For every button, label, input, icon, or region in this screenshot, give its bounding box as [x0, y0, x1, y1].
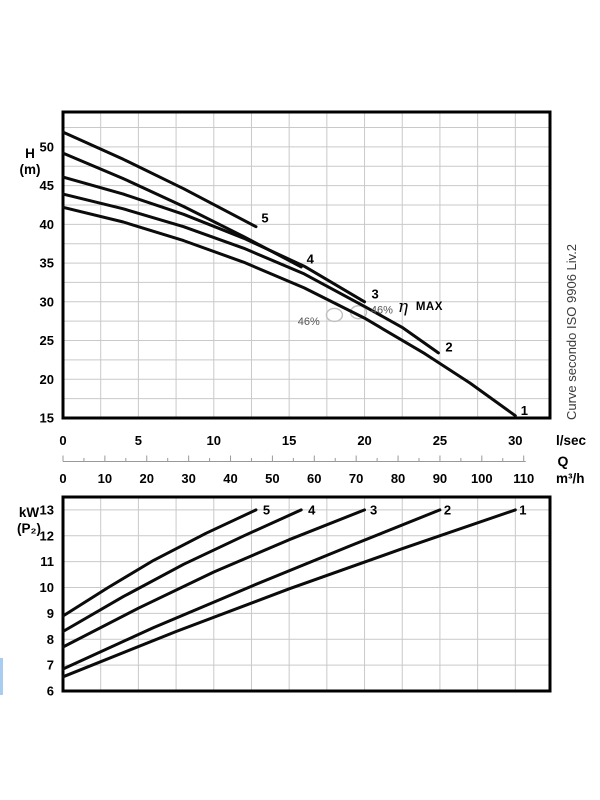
curve-label-3: 3: [369, 502, 378, 518]
efficiency-point-marker: [326, 308, 342, 321]
y-tick-label: 11: [40, 554, 54, 570]
iso-standard-note: Curve secondo ISO 9906 Liv.2: [564, 243, 579, 421]
x-tick-label: 30: [508, 433, 523, 448]
secondary-tick-label: 20: [139, 471, 154, 486]
x-tick-label: 20: [357, 433, 372, 448]
secondary-tick-label: 90: [432, 471, 448, 486]
y-tick-label: 40: [39, 216, 54, 232]
secondary-tick-label: 100: [470, 471, 493, 486]
y-tick-label: 10: [39, 580, 54, 596]
curve-label-5: 5: [261, 210, 269, 226]
secondary-tick-label: 80: [390, 471, 406, 486]
x-tick-label: 5: [134, 433, 143, 448]
scrollbar-fragment: [0, 658, 3, 695]
curve-label-2: 2: [445, 339, 453, 355]
y-tick-label: 6: [46, 683, 54, 699]
flow-unit-primary-label: l/sec: [556, 433, 587, 448]
curve-5: [63, 510, 256, 616]
secondary-tick-label: 110: [513, 471, 535, 486]
secondary-tick-label: 0: [59, 471, 67, 486]
y-tick-label: 9: [46, 605, 54, 621]
x-tick-label: 0: [59, 433, 67, 448]
y-tick-label: 45: [39, 178, 54, 194]
y-tick-label: 12: [39, 528, 54, 544]
y-tick-label: 30: [39, 294, 54, 310]
curve-5: [63, 132, 256, 227]
y-axis-label-line2: (m): [19, 162, 41, 177]
curve-label-4: 4: [308, 502, 316, 518]
y-tick-label: 7: [46, 657, 54, 673]
flow-symbol-label: Q: [557, 453, 569, 469]
efficiency-label: 46%: [370, 304, 393, 317]
secondary-tick-label: 70: [348, 471, 364, 486]
curve-label-3: 3: [371, 286, 379, 302]
y-axis-label-line2: (P₂): [17, 521, 41, 536]
plot-frame: [63, 497, 550, 691]
efficiency-label: 46%: [297, 316, 320, 329]
x-tick-label: 15: [281, 433, 297, 448]
secondary-tick-label: 30: [181, 471, 196, 486]
y-axis-label-line1: H: [25, 146, 35, 161]
eta-max-label: η: [397, 297, 409, 318]
curve-label-1: 1: [520, 402, 528, 418]
y-tick-label: 15: [39, 410, 54, 426]
curve-label-5: 5: [262, 502, 271, 518]
x-tick-label: 25: [432, 433, 448, 448]
y-tick-label: 35: [39, 255, 54, 271]
y-tick-label: 20: [39, 371, 54, 387]
y-axis-label-line1: kW: [18, 505, 40, 520]
y-tick-label: 13: [39, 502, 54, 518]
secondary-tick-label: 60: [307, 471, 322, 486]
secondary-tick-label: 50: [265, 471, 280, 486]
x-tick-label: 10: [206, 433, 222, 448]
y-tick-label: 50: [39, 139, 54, 155]
y-tick-label: 8: [46, 631, 54, 647]
secondary-tick-label: 40: [223, 471, 238, 486]
flow-unit-secondary-label: m³/h: [556, 471, 585, 486]
y-tick-label: 25: [39, 333, 54, 349]
eta-max-label: MAX: [415, 301, 443, 314]
power-chart: [17, 497, 550, 699]
secondary-tick-label: 10: [97, 471, 113, 486]
curve-label-4: 4: [306, 251, 314, 267]
curve-label-1: 1: [519, 502, 527, 518]
curve-label-2: 2: [443, 502, 452, 518]
head-chart: [20, 112, 551, 448]
